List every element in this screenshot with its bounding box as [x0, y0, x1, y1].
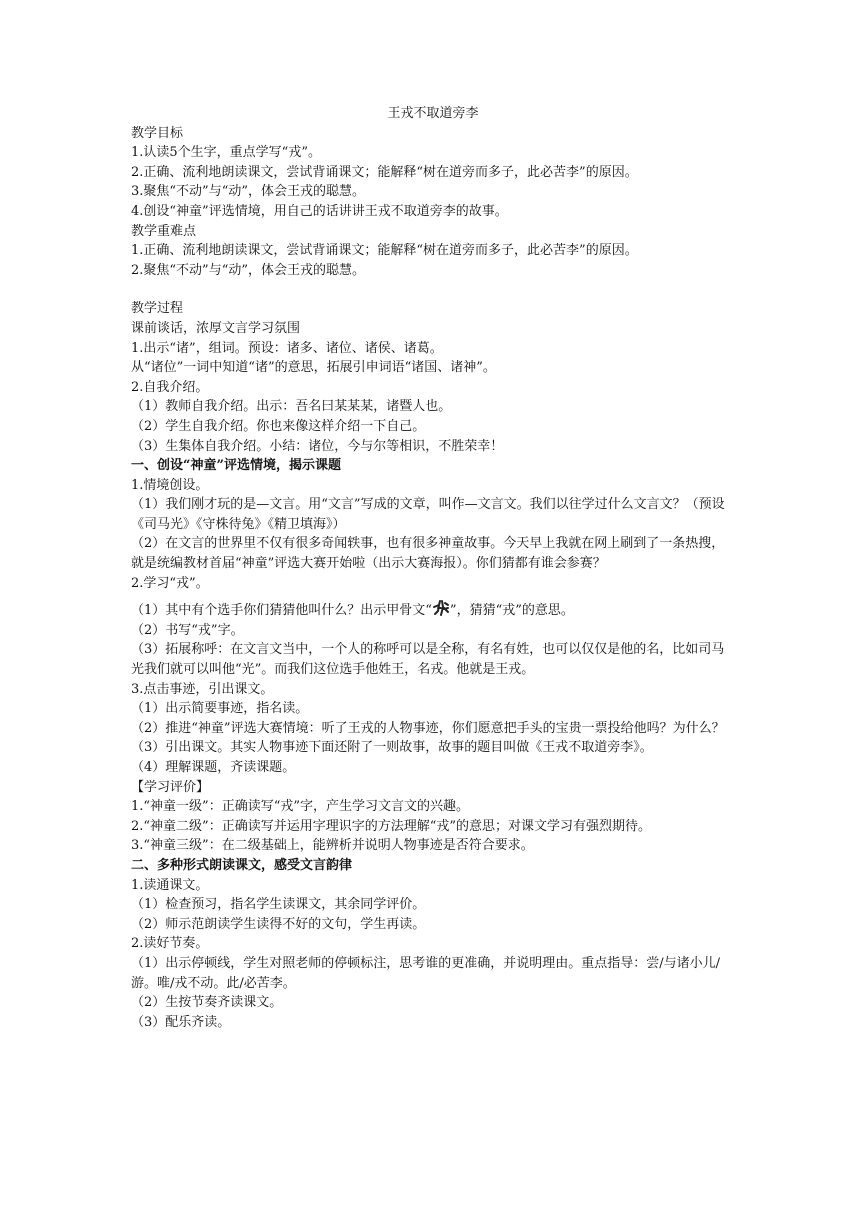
objective-item: 4.创设“神童”评选情境，用自己的话讲讲王戎不取道旁李的故事。: [131, 203, 508, 219]
key-point-item: 1.正确、流利地朗读课文，尝试背诵课文；能解释“树在道旁而多子，此必苦李”的原因。: [131, 243, 638, 259]
pre-talk-line: （3）生集体自我介绍。小结：诸位，今与尔等相识，不胜荣幸！: [131, 438, 504, 454]
pre-talk-line: 1.出示“诸”，组词。预设：诸多、诸位、诸侯、诸葛。: [131, 340, 443, 356]
document-title: 王戎不取道旁李: [387, 106, 479, 121]
section1-line: （1）出示简要事迹，指名读。: [131, 701, 309, 717]
section2-line: 2.读好节奏。: [131, 936, 209, 952]
objective-item: 2.正确、流利地朗读课文，尝试背诵课文；能解释“树在道旁而多子，此必苦李”的原因。: [131, 164, 638, 180]
evaluation-item: 1.“神童一级”：正确读写“戎”字，产生学习文言文的兴趣。: [131, 799, 469, 815]
spacer: [131, 280, 735, 299]
section1-paragraph: （3）拓展称呼：在文言文当中，一个人的称呼可以是全称，有名有姓，也可以仅仅是他的名，比如司马光我们就可以叫他“光”。而我们这位选手他姓王，名戎。他就是王戎。: [131, 642, 725, 678]
section1-paragraph: （1）我们刚才玩的是—文言。用“文言”写成的文章，叫作—文言文。我们以往学过什么文言文？（预设《司马光》《守株待兔》《精卫填海》）: [131, 497, 725, 532]
pre-talk-line: 2.自我介绍。: [131, 379, 209, 395]
oracle-bone-character-icon: [432, 599, 450, 617]
section1-line: 3.点击事迹，引出课文。: [131, 681, 274, 697]
objectives-heading: 教学目标: [131, 125, 184, 141]
key-point-item: 2.聚焦“不动”与“动”，体会王戎的聪慧。: [131, 262, 365, 278]
evaluation-item: 3.“神童三级”：在二级基础上，能辨析并说明人物事迹是否符合要求。: [131, 838, 534, 854]
section1-heading: 一、创设“神童”评选情境，揭示课题: [131, 458, 341, 474]
section1-line: （2）书写“戎”字。: [131, 622, 244, 638]
process-heading: 教学过程: [131, 301, 184, 317]
section2-heading: 二、多种形式朗读课文，感受文言韵律: [131, 857, 353, 873]
pre-talk-line: （2）学生自我介绍。你也来像这样介绍一下自己。: [131, 418, 426, 434]
pre-talk-line: （1）教师自我介绍。出示：吾名曰某某某，诸暨人也。: [131, 399, 452, 415]
document-page: [131, 104, 735, 1032]
evaluation-heading: 【学习评价】: [131, 779, 210, 795]
oracle-line: [131, 599, 735, 621]
section1-line: 1.情境创设。: [131, 477, 209, 493]
section2-line: （1）检查预习，指名学生读课文，其余同学评价。: [131, 897, 426, 913]
objective-item: 3.聚焦“不动”与“动”，体会王戎的聪慧。: [131, 184, 365, 200]
section2-line: （2）生按节奏齐读课文。: [131, 995, 283, 1011]
oracle-line-after: ”，猜猜“戎”的意思。: [449, 603, 574, 619]
section2-line: （2）师示范朗读学生读得不好的文句，学生再读。: [131, 916, 426, 932]
section2-line: （3）配乐齐读。: [131, 1014, 231, 1030]
key-points-heading: 教学重难点: [131, 223, 197, 239]
section1-paragraph: （2）推进“神童”评选大赛情境：听了王戎的人物事迹，你们愿意把手头的宝贵一票投给他吗？为什么？: [131, 720, 725, 736]
evaluation-item: 2.“神童二级”：正确读写并运用字理识字的方法理解“戎”的意思；对课文学习有强烈期待。: [131, 818, 651, 834]
section2-paragraph: （1）出示停顿线，学生对照老师的停顿标注，思考谁的更准确，并说明理由。重点指导：尝/与诸小儿/游。唯/戎不动。此/必苦李。: [131, 955, 721, 991]
section1-line: （4）理解课题，齐读课题。: [131, 760, 296, 775]
pre-talk-heading: 课前谈话，浓厚文言学习氛围: [131, 320, 301, 336]
section1-line: 2.学习“戎”。: [131, 575, 209, 591]
pre-talk-line: 从“诸位”一词中知道“诸”的意思，拓展引申词语“诸国、诸神”。: [131, 360, 496, 376]
section2-line: 1.读通课文。: [131, 877, 209, 893]
oracle-line-before: （1）其中有个选手你们猜猜他叫什么？出示甲骨文“: [131, 603, 432, 619]
section1-paragraph: （2）在文言的世界里不仅有很多奇闻轶事，也有很多神童故事。今天早上我就在网上刷到了一条热搜，就是统编教材首届“神童”评选大赛开始啦（出示大赛海报）。你们猜都有谁会参赛？: [131, 536, 725, 572]
section1-paragraph: （3）引出课文。其实人物事迹下面还附了一则故事，故事的题目叫做《王戎不取道旁李》。: [131, 740, 653, 756]
objective-item: 1.认读5个生字，重点学写“戎”。: [131, 145, 321, 161]
